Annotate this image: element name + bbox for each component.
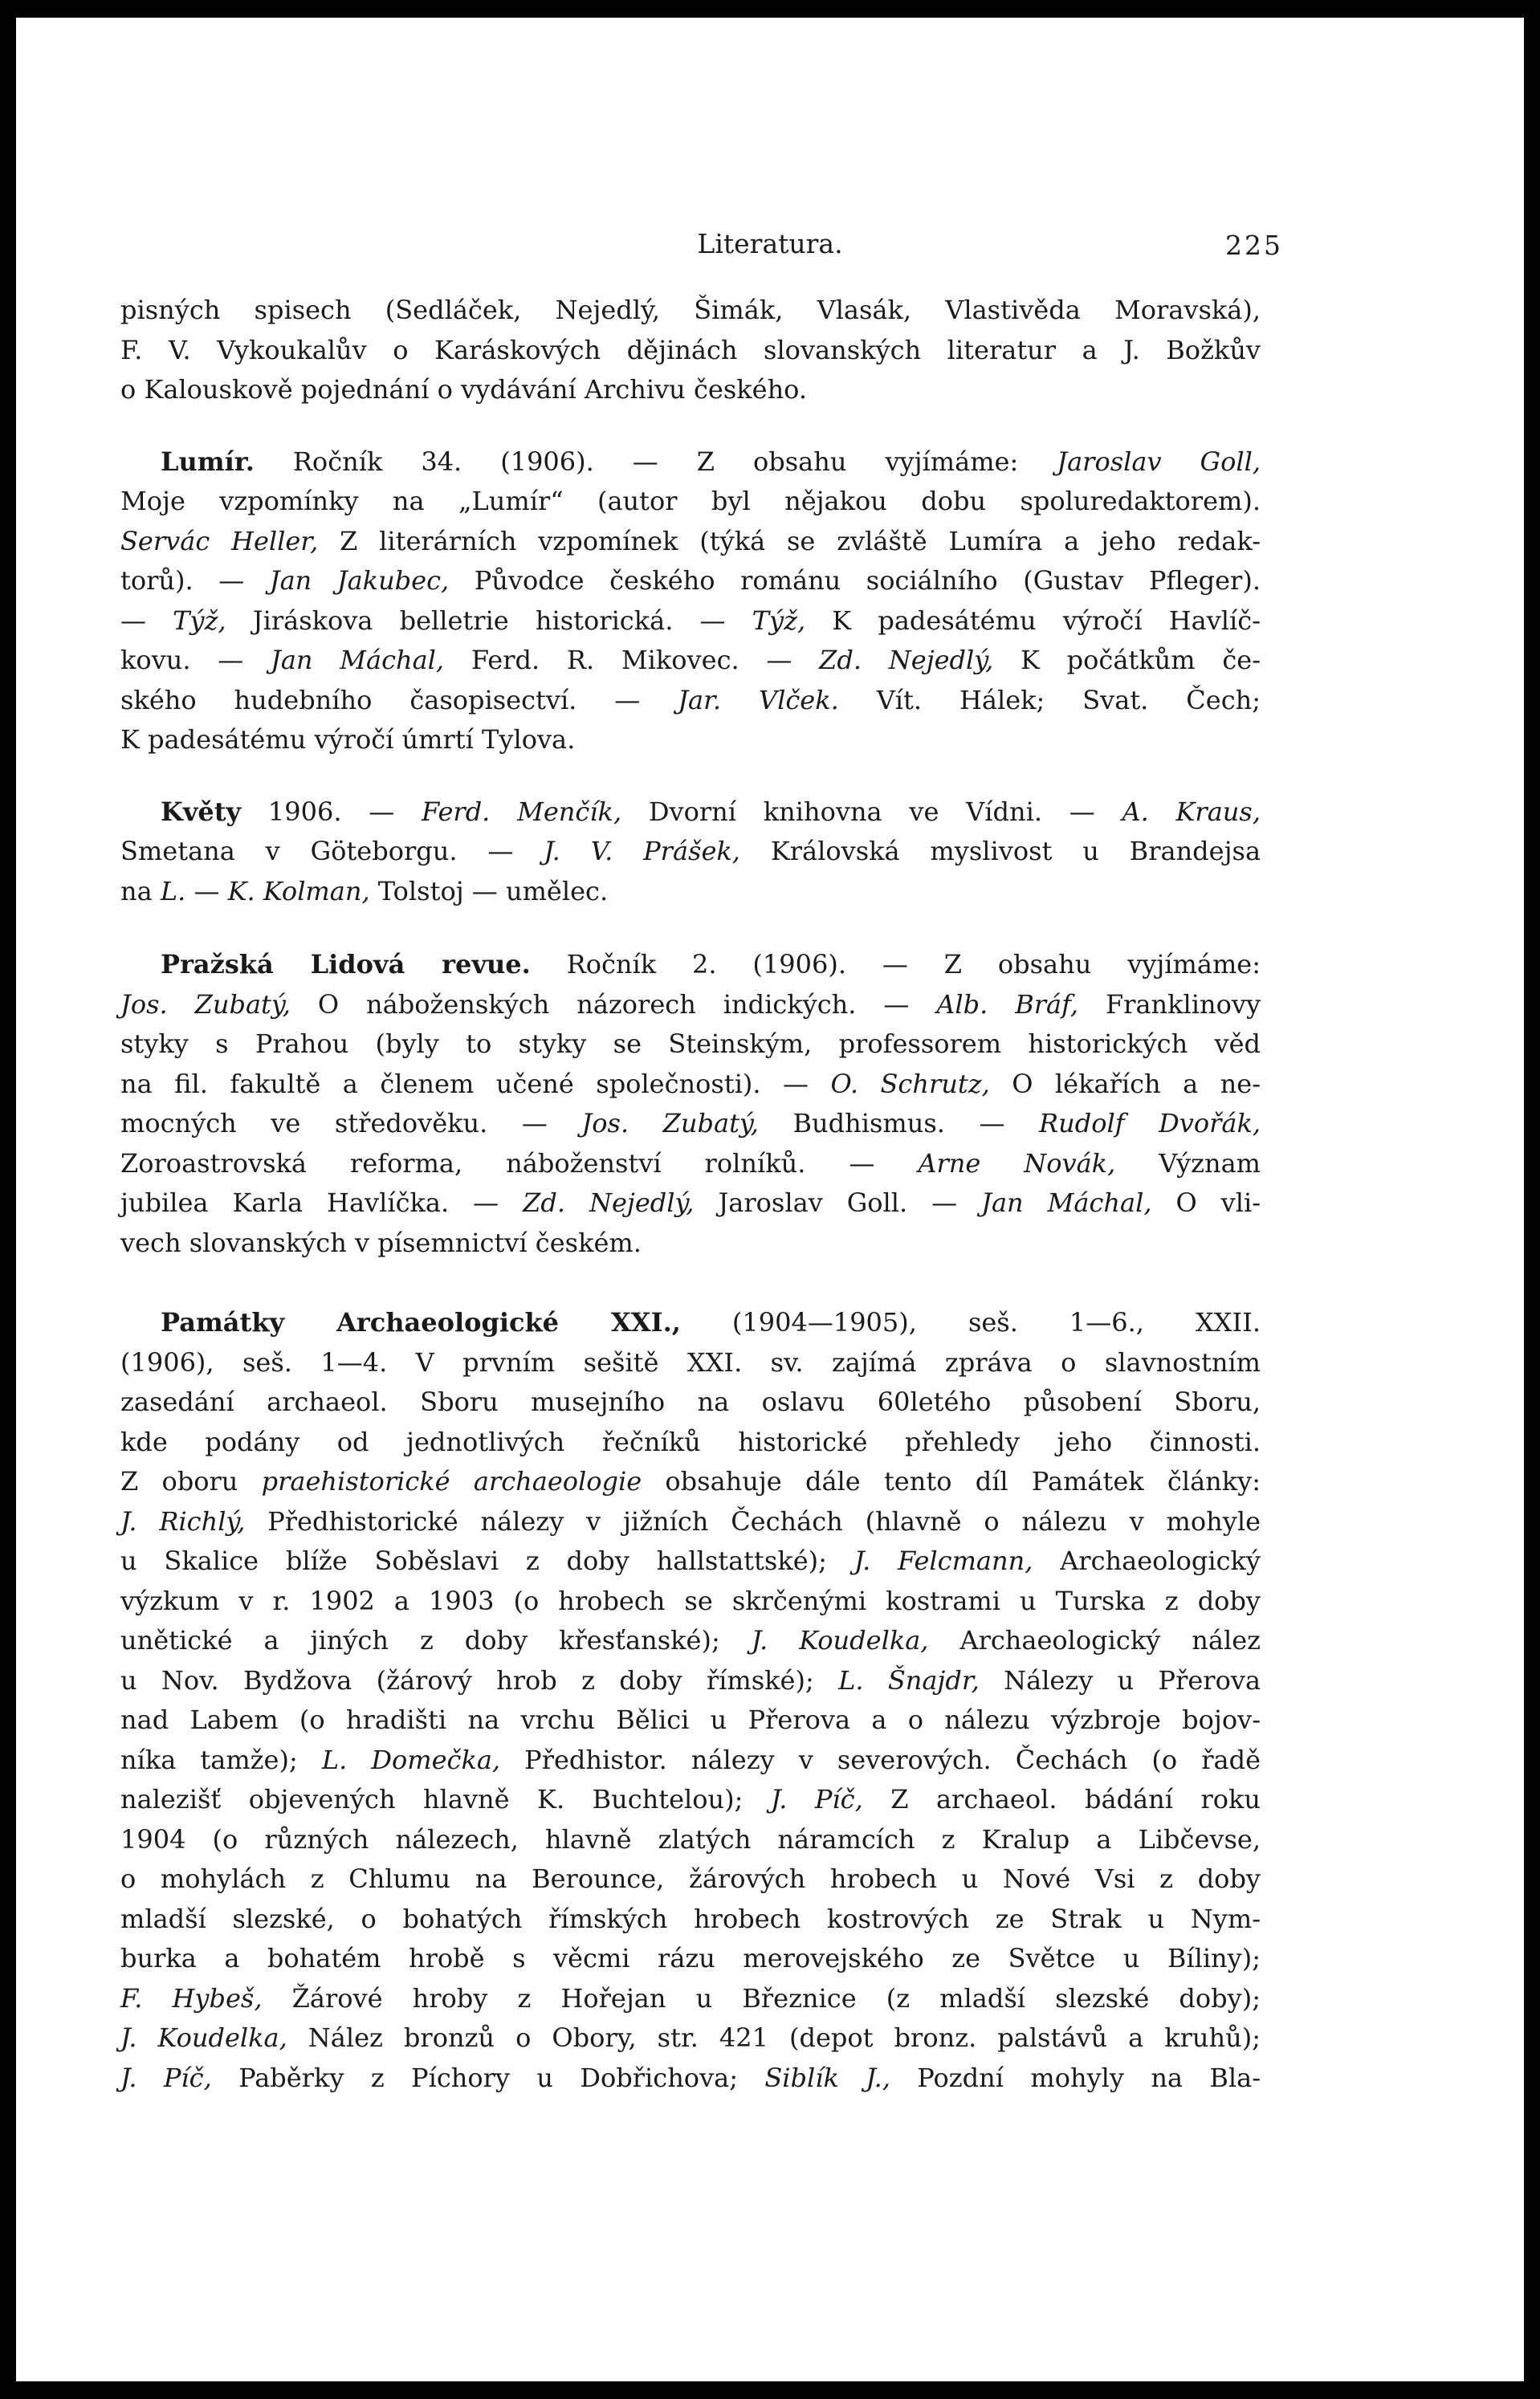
text-line [120,1303,1261,1343]
text-line [120,1621,1261,1661]
text-run: burka a bohatém hrobě s věcmi rázu merovejského ze Světce u Bíliny); [120,1943,1261,1973]
paragraph-intro [120,291,1261,410]
page-number: 225 [1225,230,1283,261]
author-name: L. Šnajdr, [838,1664,980,1696]
text-run: nad Labem (o hradišti na vrchu Bělici u Přerova a o nálezu výzbroje bojov- [120,1705,1261,1735]
author-name: J. V. Prášek, [544,836,740,866]
text-run: u Nov. Bydžova (žárový hrob z doby římské); [120,1664,839,1696]
text-line [120,945,1261,985]
text-run: na fil. fakultě a členem učené společnosti). — [120,1068,831,1099]
book-page [16,18,1524,2381]
text-run: O lékařích a ne- [989,1068,1261,1099]
text-line [120,1224,1261,1264]
text-line [120,482,1261,522]
text-line [120,832,1261,872]
author-name: L. Domečka, [321,1744,501,1775]
entry-heading: Květy [161,796,242,827]
text-run: Ferd. R. Mikovec. — [444,645,820,675]
text-run: na [120,875,161,906]
text-line [120,1820,1261,1860]
text-run: Smetana v Göteborgu. — [120,836,544,866]
text-run: Význam [1115,1147,1261,1179]
entry-heading: Lumír. [161,446,255,477]
text-run: Vít. Hálek; Svat. Čech; [838,684,1261,715]
text-run: Franklinovy [1078,988,1261,1020]
text-run: O vli- [1151,1187,1261,1218]
text-line [120,1024,1261,1065]
text-run: pisných spisech (Sedláček, Nejedlý, Šimák, Vlasák, Vlastivěda Moravská), [120,295,1261,325]
body-text [120,291,1261,2098]
text-run: Z archaeol. bádání roku [862,1784,1261,1815]
text-line [120,985,1261,1025]
text-line [120,1859,1261,1900]
text-run: Jiráskova belletrie historická. — [226,605,752,636]
author-name: Zd. Nejedlý, [819,645,994,675]
author-name: Zd. Nejedlý, [523,1187,695,1218]
entry-heading: Památky Archaeologické XXI., [161,1307,681,1338]
text-run: kde podány od jednotlivých řečníků historické přehledy jeho činnosti. [120,1426,1261,1457]
text-run: výzkum v r. 1902 a 1903 (o hrobech se skrčenými kostrami u Turska z doby [120,1585,1261,1616]
author-name: Jan Jakubec, [269,565,450,596]
text-run: (1906), seš. 1—4. V prvním sešitě XXI. sv. zajímá zpráva o slavnostním [120,1346,1261,1378]
author-name: O. Schrutz, [830,1068,990,1099]
author-name: L. [160,875,186,906]
entry-heading: Pražská Lidová revue. [161,949,531,980]
text-run: Ročník 2. (1906). — Z obsahu vyjímáme: [530,949,1261,980]
author-name: Jan Máchal, [981,1187,1152,1218]
paragraph-kvety [120,792,1261,912]
text-line [120,2018,1261,2059]
text-run: unětické a jiných z doby křesťanské); [120,1625,752,1656]
text-run: o Kalouskově pojednání o vydávání Archivu českého. [120,374,808,405]
author-name: praehistorické archaeologie [261,1466,642,1497]
text-line [120,792,1261,833]
text-run: mladší slezské, o bohatých římských hrobech kostrových ze Strak u Nym- [120,1903,1261,1934]
author-name: J. Píč, [120,2062,212,2093]
paragraph-pamatky-archaeologicke [120,1303,1261,2098]
text-line [120,681,1261,721]
text-run: (1904—1905), seš. 1—6., XXII. [680,1307,1261,1338]
paragraph-lumir [120,442,1261,760]
author-name: Týž, [752,605,806,636]
text-run: Z oboru [120,1466,262,1497]
author-name: A. Kraus, [1122,796,1261,827]
text-run: ského hudebního časopisectví. — [120,684,678,715]
text-run: u Skalice blíže Soběslavi z doby hallstattské); [120,1546,854,1576]
author-name: J. Felcmann, [854,1546,1033,1576]
author-name: F. Hybeš, [120,1982,263,2014]
text-line [120,1780,1261,1820]
author-name: Alb. Bráf, [936,988,1079,1020]
text-line [120,1741,1261,1781]
author-name: J. Richlý, [120,1505,246,1537]
text-line [120,720,1261,760]
text-line [120,1700,1261,1741]
text-run: F. V. Vykoukalův o Karáskových dějinách slovanských literatur a J. Božkův [120,334,1261,365]
text-line [120,1979,1261,2019]
text-run: Tolstoj — umělec. [369,875,609,906]
text-run: Předhistorické nálezy v jižních Čechách (hlavně o nálezu v mohyle [245,1505,1261,1537]
text-run: níka tamže); [120,1744,322,1775]
text-line [120,522,1261,562]
text-run: 1906. — [241,796,422,827]
text-line [120,1065,1261,1105]
author-name: K. Kolman, [227,875,370,906]
author-name: J. Píč, [770,1784,863,1815]
text-run: vech slovanských v písemnictví českém. [120,1227,642,1258]
text-line [120,1462,1261,1502]
text-line [120,1144,1261,1184]
text-run: Předhistor. nálezy v severových. Čechách (o řadě [500,1744,1261,1775]
author-name: Servác Heller, [120,525,319,556]
text-run: K padesátému výročí úmrtí Tylova. [120,724,576,755]
text-run: 1904 (o různých nálezech, hlavně zlatých náramcích z Kralup a Libčevse, [120,1823,1261,1855]
author-name: J. Koudelka, [120,2022,287,2053]
text-line [120,1900,1261,1940]
author-name: J. Koudelka, [751,1625,929,1656]
running-header [16,228,1524,268]
text-run: Archaeologický [1033,1546,1261,1576]
text-run: kovu. — [120,645,271,675]
text-line [120,1939,1261,1979]
text-line [120,1502,1261,1542]
text-run: O náboženských názorech indických. — [290,988,937,1020]
text-run: jubilea Karla Havlíčka. — [120,1187,524,1218]
text-line [120,1661,1261,1701]
text-line [120,370,1261,410]
text-run: zasedání archaeol. Sboru musejního na oslavu 60letého působení Sboru, [120,1387,1261,1417]
text-line [120,1423,1261,1463]
text-run: Pozdní mohyly na Bla- [890,2062,1261,2093]
text-line [120,2059,1261,2099]
text-line [120,561,1261,601]
text-run: Dvorní knihovna ve Vídni. — [621,796,1122,827]
text-run: Nález bronzů o Obory, str. 421 (depot bronz. palstávů a kruhů); [287,2022,1261,2053]
text-line [120,1104,1261,1144]
text-line [120,641,1261,681]
text-line [120,291,1261,331]
author-name: Arne Novák, [918,1147,1116,1179]
text-line [120,1582,1261,1622]
text-line [120,601,1261,641]
text-run: mocných ve středověku. — [120,1108,582,1138]
text-run: K počátkům če- [993,645,1261,675]
text-run: Královská myslivost u Brandejsa [739,836,1261,866]
author-name: Jos. Zubatý, [581,1108,759,1138]
paragraph-prazska-lidova-revue [120,945,1261,1263]
text-run: obsahuje dále tento díl Památek články: [642,1466,1261,1497]
text-run: o mohylách z Chlumu na Berounce, žárových hrobech u Nové Vsi z doby [120,1863,1261,1894]
text-line [120,1183,1261,1224]
text-line [120,1542,1261,1582]
author-name: Jan Máchal, [270,645,445,675]
text-run: Žárové hroby z Hořejan u Březnice (z mladší slezské doby); [262,1982,1261,2014]
text-run: styky s Prahou (byly to styky se Steinským, professorem historických věd [120,1028,1261,1059]
text-run: K padesátému výročí Havlíč- [805,605,1261,636]
text-run: Nálezy u Přerova [979,1664,1261,1696]
text-line [120,1383,1261,1423]
text-run: Ročník 34. (1906). — Z obsahu vyjímáme: [254,446,1057,477]
text-run: Paběrky z Píchory u Dobřichova; [211,2062,765,2093]
text-run: — [185,875,228,906]
text-run: Zoroastrovská reforma, náboženství rolníků. — [120,1147,919,1179]
text-run: Budhismus. — [758,1108,1040,1138]
text-line [120,872,1261,912]
text-run: torů). — [120,565,270,596]
author-name: Jaroslav Goll, [1057,446,1261,477]
text-run: nalezišť objevených hlavně K. Buchtelou); [120,1784,771,1815]
running-title: Literatura. [697,228,843,259]
author-name: Rudolf Dvořák, [1039,1108,1261,1138]
text-run: Archaeologický nález [928,1625,1261,1656]
text-line [120,442,1261,483]
author-name: Ferd. Menčík, [422,796,622,827]
text-run: — [120,605,173,636]
author-name: Jos. Zubatý, [120,988,291,1020]
author-name: Jar. Vlček. [678,684,839,715]
text-line [120,1343,1261,1383]
text-line [120,331,1261,371]
text-run: Jaroslav Goll. — [694,1187,982,1218]
author-name: Siblík J., [764,2062,890,2093]
text-run: Původce českého románu sociálního (Gustav Pfleger). [449,565,1261,596]
text-run: Z literárních vzpomínek (týká se zvláště Lumíra a jeho redak- [318,525,1261,556]
text-run: Moje vzpomínky na „Lumír“ (autor byl nějakou dobu spoluredaktorem). [120,486,1261,516]
author-name: Týž, [173,605,226,636]
